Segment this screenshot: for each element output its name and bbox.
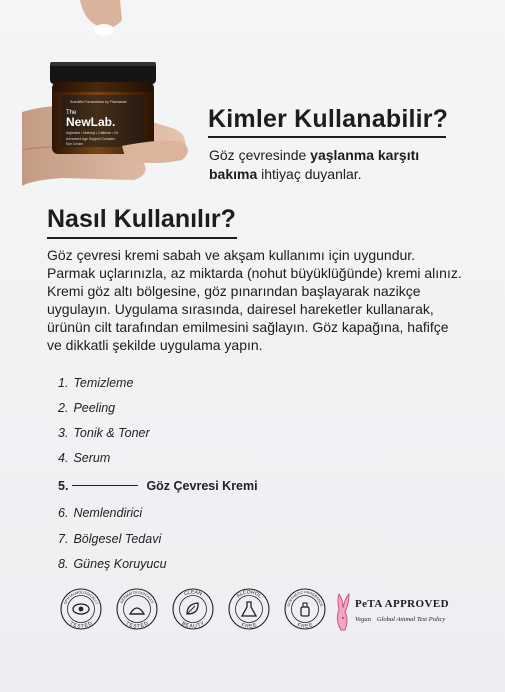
step-label: Güneş Koruyucu <box>73 556 167 571</box>
who-title: Kimler Kullanabilir? <box>208 105 449 133</box>
leaf-icon <box>187 603 198 614</box>
badge-eye <box>60 588 102 630</box>
badge-leaf <box>172 588 214 630</box>
badge-skin <box>116 588 158 630</box>
badge-bottom-text: TESTED <box>124 620 150 630</box>
how-title: Nasıl Kullanılır? <box>47 205 236 233</box>
badge-top-text: CLEAN <box>183 589 203 598</box>
routine-step <box>58 446 288 471</box>
step-number: 4. <box>58 451 69 466</box>
eye-icon <box>73 604 89 614</box>
step-number: 8. <box>58 556 69 571</box>
step-number: 2. <box>58 400 69 415</box>
jar-brand: NewLab. <box>66 115 116 129</box>
jar-line-3: Eye Cream <box>66 142 83 146</box>
step-label: Bölgesel Tedavi <box>73 531 162 546</box>
routine-step <box>58 395 288 420</box>
svg-text:TESTED <box>125 620 150 629</box>
step-label: Temizleme <box>73 375 134 390</box>
routine-step <box>58 526 288 551</box>
jar-tagline: Scientific Formulations by Pharmacist <box>70 100 127 104</box>
how-instructions: Göz çevresi kremi sabah ve akşam kullanımı için uygundur. Parmak uçlarınızla, az miktarda (nohut büyüklüğünde) kremi alınız. Kremi göz altı bölgesine, göz pınarından başlayarak nazikçe uygulayın. Uygulama sırasında, dairesel hareketler kullanarak, ürünün cilt tarafından emilmesini sağlayın. Göz kapağına, hafifçe ve dikkatli şekilde uygulama yapın. <box>47 247 462 353</box>
bottle-icon <box>301 603 309 616</box>
svg-text:TESTED <box>69 620 94 629</box>
routine-step-active <box>58 471 288 501</box>
routine-step <box>58 551 288 576</box>
routine-step <box>58 501 288 526</box>
jar-line-1: Argireline • Matrixyl • Caffeine • Vit <box>66 131 118 135</box>
step-label: Göz Çevresi Kremi <box>146 478 258 493</box>
routine-step <box>58 370 288 395</box>
who-description-highlight: yaşlanma karşıtı bakıma <box>209 147 420 182</box>
peta-approved-badge <box>333 592 458 632</box>
badge-bottom-text: TESTED <box>68 620 94 630</box>
badge-top-text: SYNTHETIC FRAGRANCE <box>286 590 324 608</box>
peta-title: PeTA APPROVED <box>355 598 449 610</box>
jar-line-2: Advanced Age Support Complex <box>66 137 116 141</box>
badge-top-text: DERMATOLOGICALLY <box>119 590 155 605</box>
svg-text:BEAUTY <box>180 620 206 630</box>
step-number: 6. <box>58 506 69 521</box>
step-number: 7. <box>58 531 69 546</box>
step-number: 5. <box>58 478 69 493</box>
skin-icon <box>130 608 144 614</box>
badge-bottom-text: FREE <box>240 622 258 630</box>
step-label: Peeling <box>73 400 116 415</box>
routine-steps-list <box>58 370 288 576</box>
bunny-icon <box>333 592 353 632</box>
step-pointer-line <box>72 485 138 486</box>
product-photo <box>22 0 192 192</box>
flask-icon <box>242 602 256 616</box>
badge-bottle <box>284 588 326 630</box>
step-label: Nemlendirici <box>73 506 143 521</box>
badge-flask <box>228 588 270 630</box>
who-description: Göz çevresinde yaşlanma karşıtı bakıma ihtiyaç duyanlar. <box>209 147 420 182</box>
peta-subtitle: Vegan Global Animal Test Policy <box>355 616 446 623</box>
step-number: 3. <box>58 425 69 440</box>
step-label: Tonik & Toner <box>73 425 150 440</box>
step-label: Serum <box>73 451 111 466</box>
jar-brand-small: The <box>66 110 77 116</box>
certification-badges <box>60 588 326 630</box>
step-number: 1. <box>58 375 69 390</box>
badge-top-text: ALCOHOL <box>235 589 263 600</box>
badge-top-text: OPHTALMOLOGICALLY <box>63 590 99 606</box>
how-title-underline <box>47 237 237 239</box>
badge-bottom-text: FREE <box>296 622 314 630</box>
routine-step <box>58 420 288 445</box>
badge-bottom-text: BEAUTY <box>180 620 206 630</box>
who-title-underline <box>208 136 446 138</box>
